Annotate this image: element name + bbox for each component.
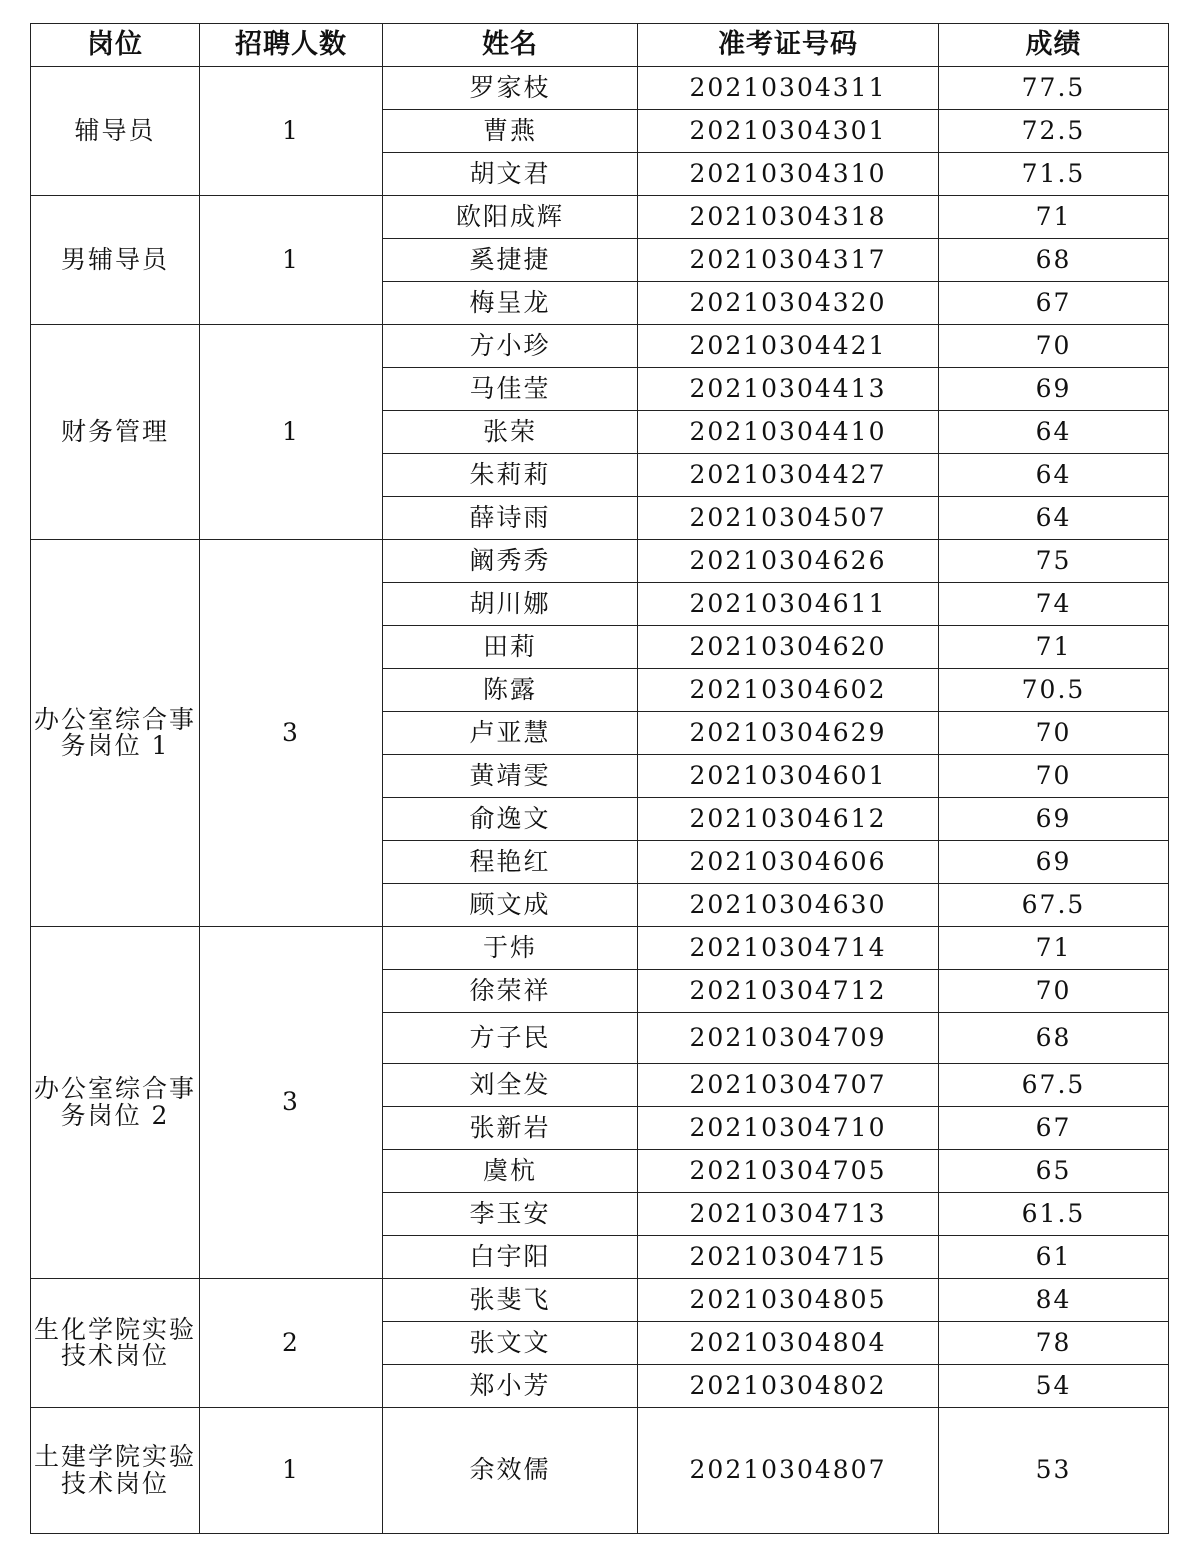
table-row: [31, 1408, 1169, 1534]
name-cell: 方小珍: [383, 325, 638, 368]
score-cell: 67: [939, 1107, 1169, 1150]
score-cell: 67: [939, 282, 1169, 325]
name-cell: 马佳莹: [383, 368, 638, 411]
name-cell: 李玉安: [383, 1193, 638, 1236]
score-cell: 67.5: [939, 1064, 1169, 1107]
exam-id-cell: 20210304602: [638, 669, 939, 712]
exam-id-cell: 20210304421: [638, 325, 939, 368]
score-cell: 69: [939, 798, 1169, 841]
exam-id-cell: 20210304310: [638, 153, 939, 196]
score-cell: 53: [939, 1408, 1169, 1534]
post-cell: 办公室综合事务岗位 1: [31, 540, 200, 927]
exam-id-cell: 20210304612: [638, 798, 939, 841]
name-cell: 张荣: [383, 411, 638, 454]
score-cell: 71: [939, 196, 1169, 239]
exam-id-cell: 20210304427: [638, 454, 939, 497]
score-cell: 84: [939, 1279, 1169, 1322]
score-cell: 70: [939, 970, 1169, 1013]
exam-id-cell: 20210304626: [638, 540, 939, 583]
table-body: [31, 67, 1169, 1534]
name-cell: 郑小芳: [383, 1365, 638, 1408]
name-cell: 张斐飞: [383, 1279, 638, 1322]
name-cell: 徐荣祥: [383, 970, 638, 1013]
name-cell: 罗家枝: [383, 67, 638, 110]
count-cell: 2: [200, 1279, 383, 1408]
header-post: 岗位: [31, 24, 200, 67]
post-cell: 土建学院实验技术岗位: [31, 1408, 200, 1534]
exam-id-cell: 20210304601: [638, 755, 939, 798]
post-cell: 辅导员: [31, 67, 200, 196]
post-cell: 办公室综合事务岗位 2: [31, 927, 200, 1279]
header-name: 姓名: [383, 24, 638, 67]
exam-id-cell: 20210304301: [638, 110, 939, 153]
score-cell: 70.5: [939, 669, 1169, 712]
exam-id-cell: 20210304611: [638, 583, 939, 626]
name-cell: 朱莉莉: [383, 454, 638, 497]
name-cell: 黄靖雯: [383, 755, 638, 798]
name-cell: 刘全发: [383, 1064, 638, 1107]
table-row: [31, 325, 1169, 368]
score-cell: 71: [939, 626, 1169, 669]
exam-id-cell: 20210304318: [638, 196, 939, 239]
name-cell: 虞杭: [383, 1150, 638, 1193]
table-row: [31, 67, 1169, 110]
name-cell: 欧阳成辉: [383, 196, 638, 239]
name-cell: 俞逸文: [383, 798, 638, 841]
score-cell: 65: [939, 1150, 1169, 1193]
name-cell: 胡川娜: [383, 583, 638, 626]
exam-id-cell: 20210304712: [638, 970, 939, 1013]
name-cell: 程艳红: [383, 841, 638, 884]
count-cell: 3: [200, 540, 383, 927]
table-row: [31, 927, 1169, 970]
name-cell: 梅呈龙: [383, 282, 638, 325]
exam-id-cell: 20210304709: [638, 1013, 939, 1064]
exam-id-cell: 20210304802: [638, 1365, 939, 1408]
count-cell: 1: [200, 325, 383, 540]
exam-id-cell: 20210304410: [638, 411, 939, 454]
exam-id-cell: 20210304507: [638, 497, 939, 540]
score-cell: 64: [939, 411, 1169, 454]
score-cell: 74: [939, 583, 1169, 626]
name-cell: 顾文成: [383, 884, 638, 927]
name-cell: 余效儒: [383, 1408, 638, 1534]
name-cell: 曹燕: [383, 110, 638, 153]
score-cell: 61: [939, 1236, 1169, 1279]
exam-id-cell: 20210304320: [638, 282, 939, 325]
exam-id-cell: 20210304629: [638, 712, 939, 755]
table-row: [31, 540, 1169, 583]
name-cell: 张文文: [383, 1322, 638, 1365]
score-cell: 77.5: [939, 67, 1169, 110]
exam-id-cell: 20210304804: [638, 1322, 939, 1365]
score-cell: 71: [939, 927, 1169, 970]
score-cell: 64: [939, 497, 1169, 540]
score-cell: 71.5: [939, 153, 1169, 196]
post-cell: 男辅导员: [31, 196, 200, 325]
header-row: [31, 24, 1169, 67]
exam-id-cell: 20210304713: [638, 1193, 939, 1236]
exam-id-cell: 20210304705: [638, 1150, 939, 1193]
score-cell: 72.5: [939, 110, 1169, 153]
exam-id-cell: 20210304707: [638, 1064, 939, 1107]
name-cell: 白宇阳: [383, 1236, 638, 1279]
exam-id-cell: 20210304714: [638, 927, 939, 970]
exam-id-cell: 20210304620: [638, 626, 939, 669]
header-score: 成绩: [939, 24, 1169, 67]
score-cell: 61.5: [939, 1193, 1169, 1236]
score-cell: 69: [939, 368, 1169, 411]
exam-id-cell: 20210304413: [638, 368, 939, 411]
table-row: [31, 1279, 1169, 1322]
score-cell: 70: [939, 325, 1169, 368]
exam-id-cell: 20210304805: [638, 1279, 939, 1322]
score-cell: 67.5: [939, 884, 1169, 927]
score-cell: 54: [939, 1365, 1169, 1408]
score-cell: 64: [939, 454, 1169, 497]
name-cell: 张新岩: [383, 1107, 638, 1150]
name-cell: 奚捷捷: [383, 239, 638, 282]
name-cell: 卢亚慧: [383, 712, 638, 755]
exam-id-cell: 20210304715: [638, 1236, 939, 1279]
table-row: [31, 196, 1169, 239]
name-cell: 于炜: [383, 927, 638, 970]
exam-id-cell: 20210304807: [638, 1408, 939, 1534]
score-cell: 70: [939, 712, 1169, 755]
name-cell: 方子民: [383, 1013, 638, 1064]
results-table: [30, 23, 1169, 1534]
exam-id-cell: 20210304317: [638, 239, 939, 282]
count-cell: 3: [200, 927, 383, 1279]
count-cell: 1: [200, 196, 383, 325]
count-cell: 1: [200, 1408, 383, 1534]
header-exam-id: 准考证号码: [638, 24, 939, 67]
score-cell: 68: [939, 239, 1169, 282]
name-cell: 陈露: [383, 669, 638, 712]
name-cell: 薛诗雨: [383, 497, 638, 540]
score-cell: 69: [939, 841, 1169, 884]
name-cell: 阚秀秀: [383, 540, 638, 583]
exam-id-cell: 20210304606: [638, 841, 939, 884]
exam-id-cell: 20210304710: [638, 1107, 939, 1150]
exam-id-cell: 20210304311: [638, 67, 939, 110]
name-cell: 田莉: [383, 626, 638, 669]
score-cell: 68: [939, 1013, 1169, 1064]
count-cell: 1: [200, 67, 383, 196]
score-cell: 70: [939, 755, 1169, 798]
post-cell: 财务管理: [31, 325, 200, 540]
header-count: 招聘人数: [200, 24, 383, 67]
name-cell: 胡文君: [383, 153, 638, 196]
score-cell: 78: [939, 1322, 1169, 1365]
post-cell: 生化学院实验技术岗位: [31, 1279, 200, 1408]
score-cell: 75: [939, 540, 1169, 583]
exam-id-cell: 20210304630: [638, 884, 939, 927]
